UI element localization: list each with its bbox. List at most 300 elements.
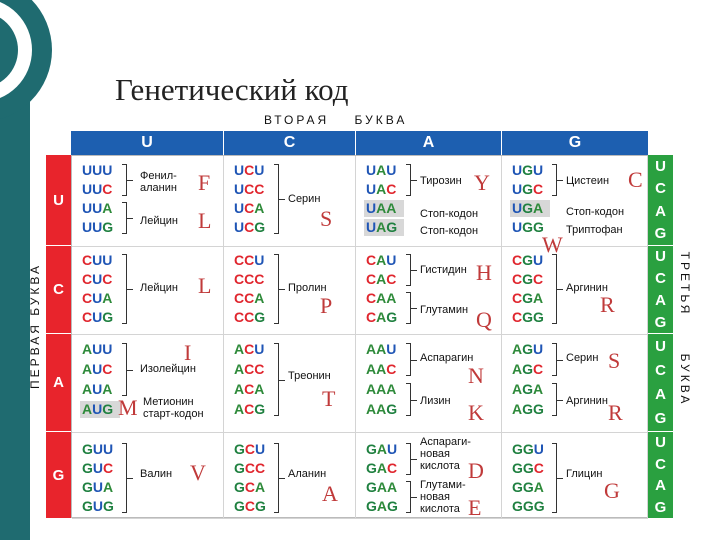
nucleotide: C — [512, 271, 523, 287]
nucleotide: U — [102, 252, 113, 268]
third-letter: G — [654, 313, 667, 331]
nucleotide: A — [234, 401, 245, 417]
nucleotide: G — [522, 181, 534, 197]
nucleotide: C — [102, 181, 113, 197]
nucleotide: G — [533, 219, 544, 235]
nucleotide: U — [512, 162, 523, 178]
codon-cell — [72, 335, 224, 433]
codon — [510, 341, 550, 358]
amino-acid-label: Аспарагин — [420, 352, 474, 364]
bracket-tick — [127, 218, 133, 219]
nucleotide: A — [103, 479, 114, 495]
nucleotide: A — [366, 361, 377, 377]
codon — [80, 162, 120, 179]
nucleotide: C — [366, 290, 377, 306]
nucleotide: A — [376, 479, 388, 495]
codon — [80, 181, 120, 198]
nucleotide: A — [376, 252, 387, 268]
nucleotide: U — [92, 361, 103, 377]
amino-acid-label: Аспараги-новая кислота — [420, 436, 471, 472]
nucleotide: A — [386, 290, 397, 306]
bracket-tick — [411, 497, 417, 498]
nucleotide: G — [522, 252, 534, 268]
nucleotide: G — [102, 219, 114, 235]
amino-acid-letter: R — [600, 292, 615, 317]
bracket-tick — [127, 370, 133, 371]
row-header-g: G — [46, 432, 71, 518]
bracket-tick — [279, 380, 285, 381]
nucleotide: A — [234, 361, 245, 377]
page-title: Генетический код — [115, 72, 349, 107]
nucleotide: C — [244, 162, 255, 178]
nucleotide: U — [533, 252, 544, 268]
codon — [80, 309, 120, 326]
codon — [232, 498, 272, 515]
nucleotide: U — [82, 181, 93, 197]
amino-acid-letter: A — [322, 481, 338, 506]
codon — [232, 309, 272, 326]
nucleotide: A — [376, 498, 388, 514]
codon — [364, 498, 404, 515]
amino-acid-letter: F — [198, 170, 211, 195]
codon — [364, 479, 404, 496]
nucleotide: G — [82, 460, 93, 476]
codon — [80, 341, 120, 358]
codon-cell — [502, 156, 648, 257]
codon — [510, 200, 550, 217]
nucleotide: G — [103, 498, 114, 514]
nucleotide: C — [102, 361, 113, 377]
nucleotide: C — [244, 290, 255, 306]
amino-acid-letter: P — [320, 293, 333, 318]
column-header-g: G — [502, 131, 648, 155]
codon — [80, 252, 120, 269]
amino-acid-letter: D — [468, 458, 484, 483]
nucleotide: U — [92, 479, 104, 495]
nucleotide: A — [533, 479, 544, 495]
third-letter: U — [655, 157, 666, 175]
codon — [232, 441, 272, 458]
nucleotide: C — [386, 271, 397, 287]
nucleotide: C — [254, 271, 265, 287]
nucleotide: U — [254, 341, 265, 357]
nucleotide: G — [366, 479, 377, 495]
nucleotide: G — [522, 381, 534, 397]
nucleotide: G — [102, 401, 114, 417]
nucleotide: C — [244, 341, 255, 357]
nucleotide: G — [512, 498, 523, 514]
nucleotide: U — [92, 401, 103, 417]
codon — [232, 271, 272, 288]
bracket-tick — [411, 270, 417, 271]
nucleotide: U — [234, 200, 245, 216]
nucleotide: G — [512, 460, 523, 476]
codon — [232, 341, 272, 358]
third-letter-column-a — [648, 334, 673, 431]
codon — [510, 479, 550, 496]
codon-cell — [356, 247, 502, 335]
nucleotide: U — [92, 309, 103, 325]
amino-acid-label: Гистидин — [420, 264, 467, 276]
amino-acid-label: Валин — [140, 468, 173, 480]
nucleotide: G — [512, 441, 523, 457]
amino-acid-label: Изолейцин — [140, 363, 196, 375]
codon — [80, 219, 120, 236]
nucleotide: A — [254, 290, 265, 306]
nucleotide: G — [522, 361, 534, 377]
codon-cell — [224, 433, 356, 519]
amino-acid-label: Фенил-аланин — [140, 170, 177, 194]
nucleotide: G — [522, 498, 534, 514]
nucleotide: U — [234, 181, 245, 197]
third-letter: G — [654, 498, 667, 516]
column-header-c: C — [224, 131, 355, 155]
nucleotide: C — [82, 290, 93, 306]
nucleotide: U — [92, 441, 104, 457]
amino-acid-letter: H — [476, 260, 492, 285]
codon-cell — [356, 433, 502, 519]
nucleotide: A — [376, 341, 387, 357]
bracket-tick — [279, 289, 285, 290]
codon — [510, 162, 550, 179]
nucleotide: C — [254, 181, 265, 197]
nucleotide: C — [533, 460, 544, 476]
nucleotide: G — [366, 441, 377, 457]
nucleotide: U — [386, 252, 397, 268]
nucleotide: U — [103, 441, 114, 457]
nucleotide: A — [254, 200, 265, 216]
third-letter: A — [655, 202, 666, 220]
bracket-tick — [411, 308, 417, 309]
nucleotide: C — [234, 290, 245, 306]
nucleotide: C — [102, 271, 113, 287]
nucleotide: C — [244, 401, 255, 417]
codon — [364, 290, 404, 307]
amino-acid-letter: G — [604, 478, 620, 503]
amino-acid-label: Аргинин — [566, 282, 608, 294]
nucleotide: A — [376, 460, 388, 476]
nucleotide: C — [512, 309, 523, 325]
nucleotide: A — [512, 361, 523, 377]
nucleotide: U — [366, 219, 377, 235]
nucleotide: U — [386, 341, 397, 357]
nucleotide: U — [512, 219, 523, 235]
nucleotide: A — [376, 309, 387, 325]
nucleotide: A — [376, 271, 387, 287]
nucleotide: G — [387, 498, 398, 514]
amino-acid-letter: T — [322, 386, 336, 411]
amino-acid-letter: S — [320, 206, 333, 231]
amino-acid-letter: K — [468, 400, 484, 425]
nucleotide: U — [92, 181, 103, 197]
codon — [80, 200, 120, 217]
nucleotide: C — [103, 460, 114, 476]
nucleotide: C — [82, 271, 93, 287]
nucleotide: G — [533, 498, 545, 514]
amino-acid-letter: L — [198, 273, 212, 298]
codon-cell — [72, 433, 224, 519]
third-letter: C — [655, 180, 666, 198]
third-letter-label-top: ТРЕТЬЯ — [678, 251, 692, 317]
nucleotide: A — [102, 381, 113, 397]
amino-acid-label: Пролин — [288, 282, 327, 294]
nucleotide: U — [254, 162, 265, 178]
third-letter: U — [655, 248, 666, 266]
amino-acid-label: Лейцин — [140, 215, 179, 227]
codon-cell — [224, 156, 356, 247]
codon — [510, 401, 550, 418]
nucleotide: U — [533, 341, 544, 357]
nucleotide: A — [376, 219, 387, 235]
codon-cell — [72, 247, 224, 335]
amino-acid-label: Треонин — [288, 370, 331, 382]
amino-acid-label: Лейцин — [140, 282, 179, 294]
third-letter: A — [655, 477, 666, 495]
nucleotide: G — [254, 401, 266, 417]
nucleotide: A — [533, 381, 544, 397]
bracket-tick — [127, 478, 133, 479]
nucleotide: U — [92, 200, 103, 216]
amino-acid-letter: R — [608, 400, 623, 425]
third-letter-column-g — [648, 432, 673, 518]
bracket-tick — [557, 360, 563, 361]
nucleotide: U — [92, 219, 103, 235]
nucleotide: G — [522, 460, 534, 476]
bracket-tick — [557, 478, 563, 479]
nucleotide: C — [244, 498, 256, 514]
amino-acid-letter: I — [184, 340, 192, 365]
codon — [510, 290, 550, 307]
nucleotide: C — [366, 309, 377, 325]
nucleotide: C — [512, 252, 523, 268]
codon-cell — [72, 156, 224, 247]
nucleotide: A — [366, 341, 377, 357]
codon-cell — [502, 335, 648, 433]
nucleotide: U — [92, 290, 103, 306]
nucleotide: U — [92, 252, 103, 268]
bracket-tick — [279, 199, 285, 200]
nucleotide: C — [244, 271, 255, 287]
nucleotide: C — [244, 309, 255, 325]
nucleotide: G — [522, 309, 534, 325]
codon-cell — [502, 247, 648, 335]
bracket-tick — [127, 289, 133, 290]
codon — [364, 401, 404, 418]
bracket-tick — [127, 180, 133, 181]
nucleotide: A — [387, 479, 398, 495]
amino-acid-label: Цистеин — [566, 175, 610, 187]
nucleotide: C — [244, 361, 255, 377]
nucleotide: A — [386, 200, 397, 216]
codon — [232, 181, 272, 198]
third-letter: G — [654, 410, 667, 428]
nucleotide: U — [533, 162, 544, 178]
nucleotide: G — [366, 498, 377, 514]
codon — [364, 460, 404, 477]
bracket-tick — [411, 459, 417, 460]
nucleotide: U — [92, 498, 104, 514]
nucleotide: G — [512, 479, 523, 495]
codon-cell — [356, 156, 502, 247]
amino-acid-letter: M — [118, 395, 138, 420]
nucleotide: U — [102, 162, 113, 178]
nucleotide: A — [234, 341, 245, 357]
codon — [364, 252, 404, 269]
nucleotide: U — [366, 200, 377, 216]
nucleotide: A — [102, 290, 113, 306]
amino-acid-label: Глутамин — [420, 304, 469, 316]
nucleotide: A — [102, 200, 113, 216]
nucleotide: A — [234, 381, 245, 397]
column-header-u: U — [71, 131, 223, 155]
third-letter-column-c — [648, 246, 673, 333]
nucleotide: C — [254, 361, 265, 377]
nucleotide: C — [366, 271, 377, 287]
nucleotide: C — [82, 252, 93, 268]
nucleotide: A — [512, 341, 523, 357]
codon — [232, 162, 272, 179]
nucleotide: G — [522, 290, 534, 306]
nucleotide: A — [82, 361, 93, 377]
codon — [232, 381, 272, 398]
nucleotide: U — [92, 341, 103, 357]
bracket-tick — [557, 289, 563, 290]
nucleotide: C — [386, 361, 397, 377]
nucleotide: G — [522, 162, 534, 178]
nucleotide: G — [386, 219, 398, 235]
codon — [510, 460, 550, 477]
nucleotide: G — [234, 479, 245, 495]
amino-acid-label: Глутами-новая кислота — [420, 479, 466, 515]
amino-acid-label: Аргинин — [566, 395, 608, 407]
nucleotide: U — [92, 162, 103, 178]
nucleotide: G — [234, 498, 245, 514]
nucleotide: G — [522, 479, 534, 495]
second-letter-label: ВТОРАЯ БУКВА — [264, 113, 408, 127]
nucleotide: G — [82, 479, 93, 495]
nucleotide: G — [522, 219, 534, 235]
codon — [232, 361, 272, 378]
column-header-a: A — [356, 131, 501, 155]
codon — [510, 252, 550, 269]
amino-acid-letter: N — [468, 363, 484, 388]
nucleotide: A — [376, 181, 387, 197]
nucleotide: G — [255, 498, 266, 514]
nucleotide: A — [82, 381, 93, 397]
codon-annotation: Стоп-кодон — [420, 208, 479, 220]
nucleotide: A — [376, 290, 387, 306]
nucleotide: C — [387, 460, 398, 476]
nucleotide: G — [234, 460, 245, 476]
third-letter: C — [655, 455, 666, 473]
nucleotide: A — [533, 200, 544, 216]
codon — [80, 381, 120, 398]
nucleotide: U — [92, 271, 103, 287]
codon — [510, 181, 550, 198]
codon — [80, 271, 120, 288]
nucleotide: A — [386, 381, 397, 397]
nucleotide: A — [376, 381, 387, 397]
nucleotide: U — [533, 441, 544, 457]
codon — [364, 361, 404, 378]
codon — [510, 441, 550, 458]
codon-annotation: Стоп-кодон — [420, 225, 479, 237]
nucleotide: C — [244, 181, 255, 197]
codon — [510, 271, 550, 288]
codon-annotation: Стоп-кодон — [566, 206, 625, 218]
nucleotide: G — [533, 309, 544, 325]
nucleotide: G — [522, 271, 534, 287]
amino-acid-label: Тирозин — [420, 175, 462, 187]
third-letter: U — [655, 434, 666, 452]
codon — [364, 271, 404, 288]
nucleotide: C — [244, 381, 255, 397]
amino-acid-letter: W — [542, 232, 563, 257]
nucleotide: G — [386, 401, 398, 417]
nucleotide: U — [512, 181, 523, 197]
third-letter: G — [654, 225, 667, 243]
third-letter: C — [655, 361, 666, 379]
amino-acid-letter: Y — [474, 170, 490, 195]
nucleotide: C — [234, 309, 245, 325]
amino-acid-label: Глицин — [566, 468, 603, 480]
codon — [80, 498, 120, 515]
amino-acid-letter: Q — [476, 307, 492, 332]
amino-acid-label: Лизин — [420, 395, 451, 407]
nucleotide: U — [387, 441, 398, 457]
nucleotide: C — [366, 252, 377, 268]
nucleotide: C — [533, 271, 544, 287]
codon — [232, 401, 272, 418]
codon — [232, 460, 272, 477]
nucleotide: C — [244, 252, 255, 268]
nucleotide: U — [255, 441, 266, 457]
nucleotide: G — [366, 460, 377, 476]
nucleotide: G — [522, 200, 534, 216]
nucleotide: U — [366, 181, 377, 197]
nucleotide: C — [82, 309, 93, 325]
nucleotide: C — [533, 361, 544, 377]
codon — [364, 381, 404, 398]
codon — [364, 200, 404, 217]
nucleotide: A — [376, 162, 387, 178]
codon-cell — [502, 433, 648, 519]
codon — [232, 252, 272, 269]
amino-acid-label: Аланин — [288, 468, 327, 480]
codon — [80, 441, 120, 458]
nucleotide: G — [386, 309, 398, 325]
nucleotide: G — [82, 441, 93, 457]
codon — [232, 219, 272, 236]
bracket-tick — [557, 180, 563, 181]
codon — [80, 361, 120, 378]
nucleotide: U — [366, 162, 377, 178]
nucleotide: C — [512, 290, 523, 306]
nucleotide: A — [255, 479, 266, 495]
codon — [80, 401, 120, 418]
nucleotide: C — [234, 271, 245, 287]
nucleotide: C — [255, 460, 266, 476]
nucleotide: C — [244, 441, 256, 457]
nucleotide: A — [533, 290, 544, 306]
bracket-tick — [411, 360, 417, 361]
bracket-tick — [411, 180, 417, 181]
codon — [364, 341, 404, 358]
nucleotide: G — [533, 401, 544, 417]
codon — [510, 498, 550, 515]
nucleotide: G — [102, 309, 114, 325]
nucleotide: A — [366, 401, 377, 417]
